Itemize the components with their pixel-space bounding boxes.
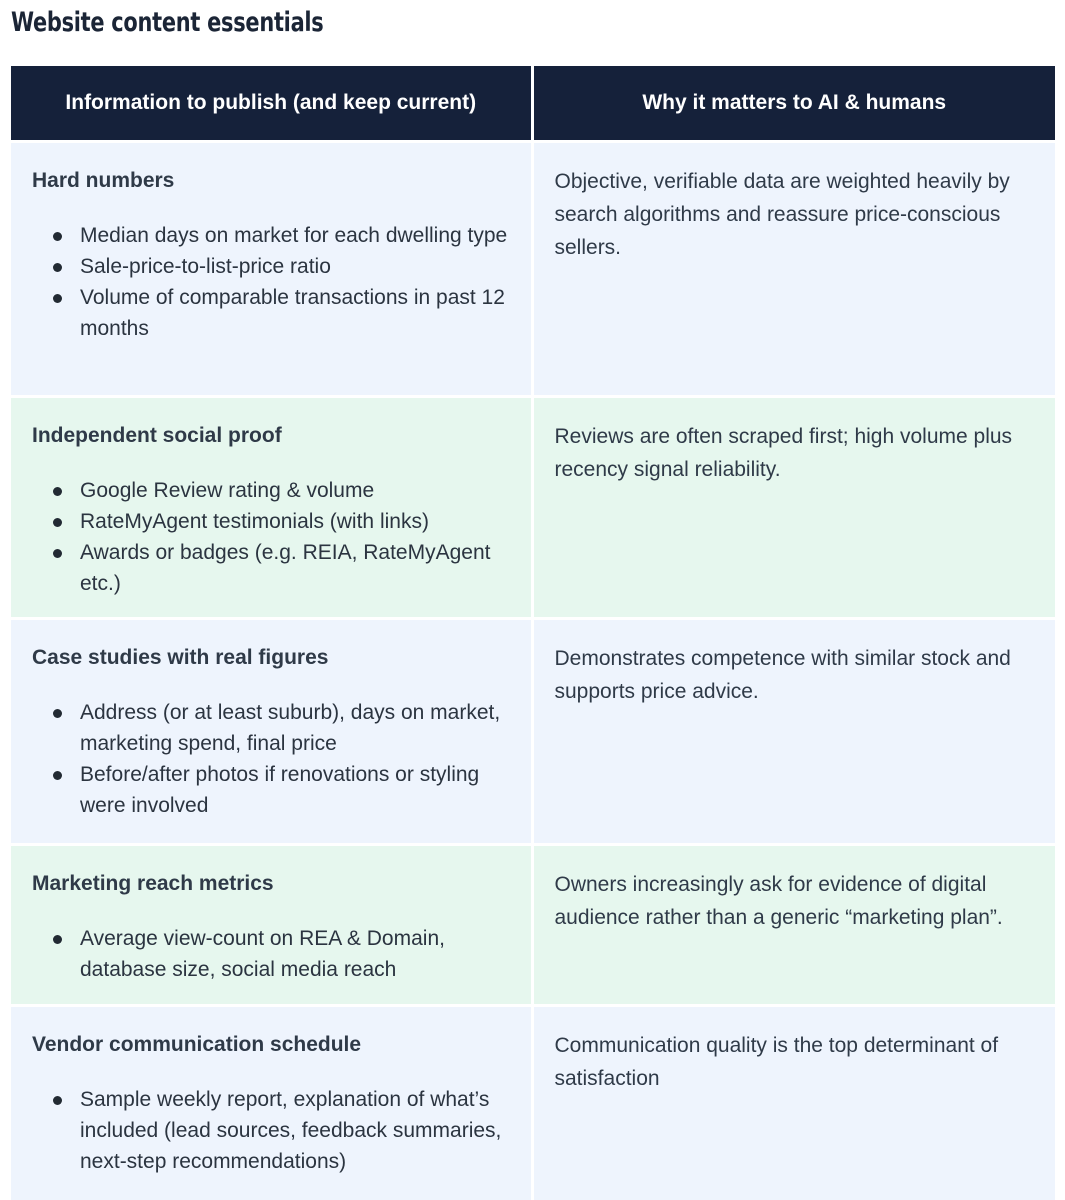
- table-header: [11, 66, 1055, 142]
- why-cell: [532, 845, 1055, 1006]
- bullet-icon: [53, 771, 62, 780]
- item-title: Marketing reach metrics: [32, 872, 274, 895]
- list-item: [32, 537, 509, 599]
- bullet-icon: [53, 294, 62, 303]
- bullet-list: [32, 697, 509, 821]
- information-cell: [11, 619, 532, 845]
- why-cell: [532, 142, 1055, 397]
- table-row: [11, 142, 1055, 397]
- item-title: Hard numbers: [32, 169, 175, 192]
- bullet-list: [32, 475, 509, 599]
- table-row: [11, 397, 1055, 619]
- why-text: Reviews are often scraped first; high volume plus recency signal reliability.: [554, 425, 1013, 481]
- list-item: [32, 923, 509, 985]
- why-text: Communication quality is the top determinant of satisfaction: [554, 1034, 999, 1090]
- list-item-text: Awards or badges (e.g. REIA, RateMyAgent etc.): [80, 541, 491, 595]
- bullet-list: [32, 220, 509, 344]
- bullet-icon: [53, 935, 62, 944]
- bullet-icon: [53, 487, 62, 496]
- list-item: [32, 251, 509, 282]
- list-item: [32, 475, 509, 506]
- information-cell: [11, 397, 532, 619]
- header-row: [11, 66, 1055, 142]
- why-text: Owners increasingly ask for evidence of digital audience rather than a generic “marketing plan”.: [554, 873, 1003, 929]
- bullet-icon: [53, 1096, 62, 1105]
- list-item-text: Sample weekly report, explanation of what’s included (lead sources, feedback summaries, next-step recommendations): [80, 1088, 502, 1173]
- page-title: Website content essentials: [11, 7, 324, 38]
- content-essentials-table: [11, 66, 1055, 1200]
- list-item: [32, 759, 509, 821]
- table-row: [11, 845, 1055, 1006]
- information-cell: [11, 845, 532, 1006]
- list-item-text: RateMyAgent testimonials (with links): [80, 510, 429, 533]
- bullet-icon: [53, 549, 62, 558]
- bullet-list: [32, 923, 509, 985]
- header-information: Information to publish (and keep current): [11, 66, 532, 142]
- bullet-icon: [53, 709, 62, 718]
- why-cell: [532, 1006, 1055, 1200]
- bullet-icon: [53, 518, 62, 527]
- table-row: [11, 619, 1055, 845]
- why-cell: [532, 397, 1055, 619]
- item-title: Vendor communication schedule: [32, 1033, 362, 1056]
- information-cell: [11, 1006, 532, 1200]
- bullet-list: [32, 1084, 509, 1177]
- table-row: [11, 1006, 1055, 1200]
- list-item: [32, 697, 509, 759]
- table-body: [11, 142, 1055, 1200]
- item-title: Case studies with real figures: [32, 646, 329, 669]
- list-item: [32, 220, 509, 251]
- header-why-it-matters: Why it matters to AI & humans: [532, 66, 1055, 142]
- list-item-text: Google Review rating & volume: [80, 479, 375, 502]
- item-title: Independent social proof: [32, 424, 282, 447]
- bullet-icon: [53, 232, 62, 241]
- list-item-text: Address (or at least suburb), days on market, marketing spend, final price: [80, 701, 501, 755]
- why-text: Demonstrates competence with similar stock and supports price advice.: [554, 647, 1011, 703]
- why-cell: [532, 619, 1055, 845]
- list-item: [32, 1084, 509, 1177]
- bullet-icon: [53, 263, 62, 272]
- list-item: [32, 506, 509, 537]
- list-item-text: Median days on market for each dwelling type: [80, 224, 508, 247]
- information-cell: [11, 142, 532, 397]
- list-item-text: Before/after photos if renovations or styling were involved: [80, 763, 480, 817]
- list-item: [32, 282, 509, 344]
- why-text: Objective, verifiable data are weighted heavily by search algorithms and reassure price-conscious sellers.: [554, 170, 1010, 259]
- list-item-text: Sale-price-to-list-price ratio: [80, 255, 331, 278]
- list-item-text: Average view-count on REA & Domain, database size, social media reach: [80, 927, 445, 981]
- list-item-text: Volume of comparable transactions in past 12 months: [80, 286, 505, 340]
